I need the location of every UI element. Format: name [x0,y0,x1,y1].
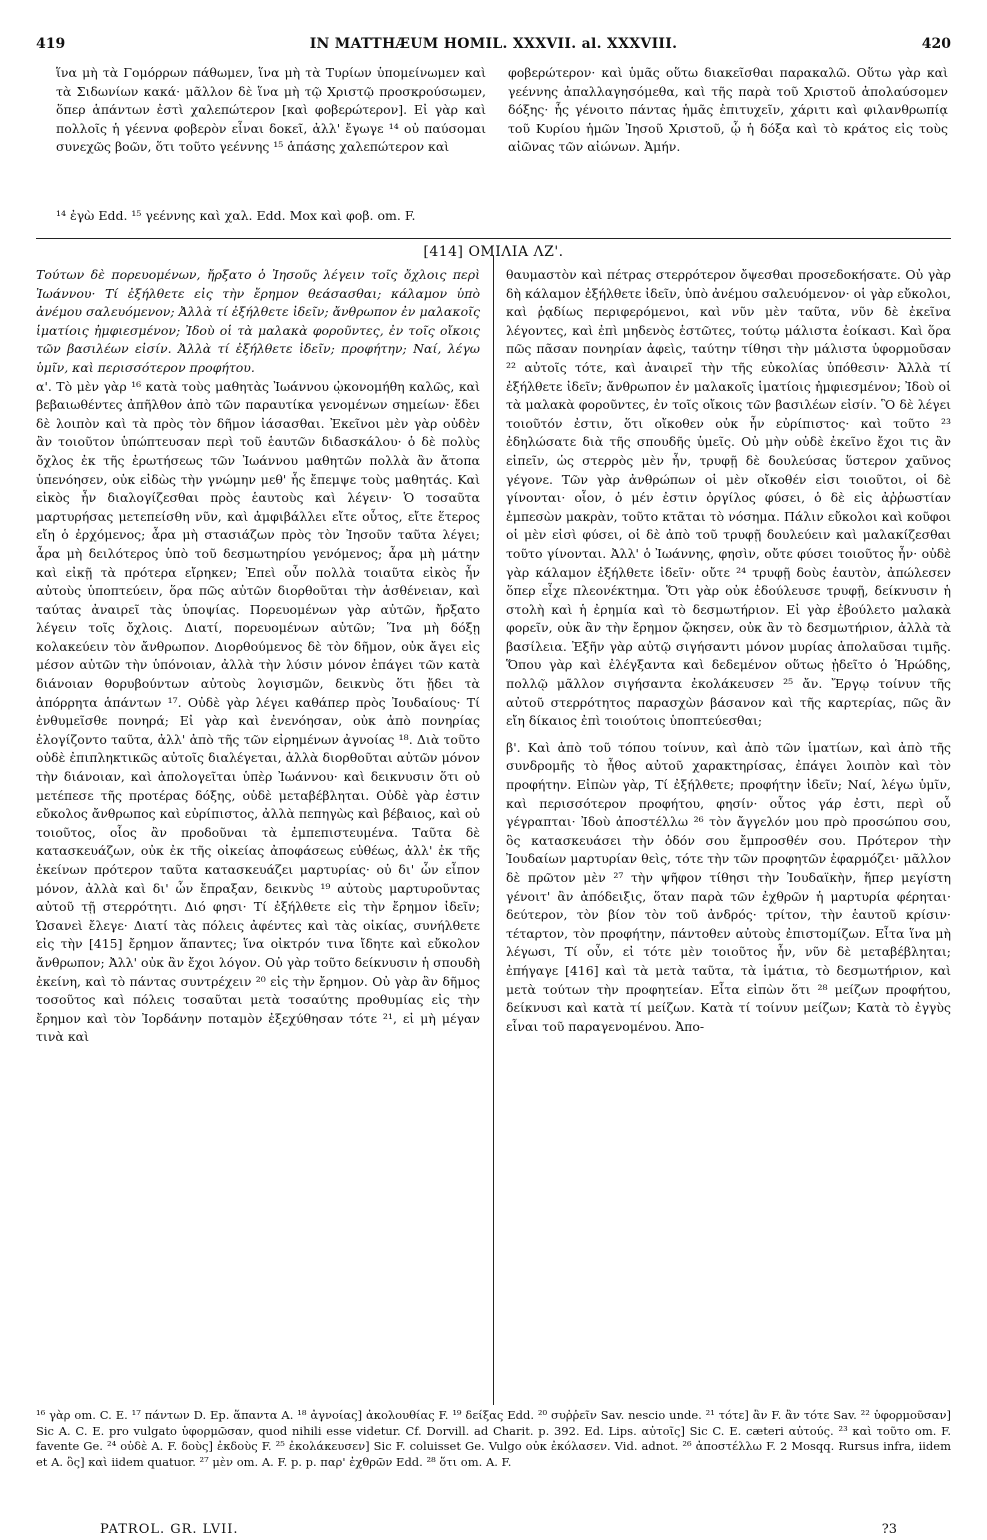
page-number-right: 420 [921,36,951,52]
sheet-number: ?3 [881,1522,897,1537]
column-rule [493,255,494,1405]
running-title: IN MATTHÆUM HOMIL. XXXVII. al. XXXVIII. [309,36,678,52]
top-footnote: ¹⁴ ἐγὼ Edd. ¹⁵ γεέννης καὶ χαλ. Edd. Mox καὶ φοβ. om. F. [56,208,416,223]
top-left-text: ἵνα μὴ τὰ Γομόρρων πάθωμεν, ἵνα μὴ τὰ Τυρίων ὑπομείνωμεν καὶ τὰ Σιδωνίων κακά· μᾶλλον δὲ ἵνα μὴ τῷ Χριστῷ προσκρούσωμεν, ὅπερ ἁπάντων ἐστὶ χαλεπώτερον [καὶ φοβερώτερον]. Εἰ γὰρ καὶ πολλοῖς ἡ γέεννα φοβερὸν εἶναι δοκεῖ, ἀλλ' ἔγωγε ¹⁴ οὐ παύσομαι συνεχῶς βοῶν, ὅτι τοῦτο γεέννης ¹⁵ ἁπάσης χαλεπώτερον καὶ [56,65,486,155]
section-divider [36,238,951,239]
homily-title: [414] ΟΜΙΛΙΑ ΛΖ'. [423,244,564,260]
left-column-body: α'. Τὸ μὲν γὰρ ¹⁶ κατὰ τοὺς μαθητὰς Ἰωάννου ᾠκονομήθη καλῶς, καὶ βεβαιωθέντες ἀπῆλθον ἀπὸ τῶν παραυτίκα γενομένων σημείων· ἔδει δὲ λοιπὸν καὶ τὰ πρὸς τὸν δῆμον ἰάσασθαι. Ἐκεῖνοι μὲν γὰρ οὐδὲν ἂν τοιοῦτον ὑπώπτευσαν περὶ τοῦ ἑαυτῶν διδασκάλου· ὁ δὲ πολὺς ὄχλος ἐκ τῆς ἐρωτήσεως τῶν Ἰωάννου μαθητῶν πολλὰ ἂν ἄτοπα ὑπενόησεν, οὐκ εἰδὼς τὴν γνώμην μεθ' ἧς ἔπεμψε τοὺς μαθητάς. Καὶ εἰκὸς ἦν διαλογίζεσθαι πρὸς ἑαυτοὺς καὶ λέγειν· Ὁ τοσαῦτα μαρτυρήσας μετεπείσθη νῦν, καὶ ἀμφιβάλλει εἴτε οὗτος, εἴτε ἕτερος εἴη ὁ ἐρχόμενος; ἆρα μὴ στασιάζων πρὸς τὸν Ἰησοῦν ταῦτα λέγει; ἆρα μὴ δειλότερος ὑπὸ τοῦ δεσμωτηρίου γενόμενος; ἆρα μὴ μάτην καὶ εἰκῇ τὰ πρότερα εἴρηκεν; Ἐπεὶ οὖν πολλὰ τοιαῦτα εἰκὸς ἦν αὐτοὺς ὑποπτεύειν, ὅρα πῶς αὐτῶν διορθοῦται τὴν ἀσθένειαν, καὶ ταύτας ἀναιρεῖ τὰς ὑποψίας. Πορευομένων γὰρ αὐτῶν, ἤρξατο λέγειν τοῖς ὄχλοις. Διατί, πορευομένων αὐτῶν; Ἵνα μὴ δόξῃ κολακεύειν τὸν ἄνθρωπον. Διορθούμενος δὲ τὸν δῆμον, οὐκ ἄγει εἰς μέσον αὐτῶν τὴν ὑπόνοιαν, ἀλλὰ τὴν λύσιν μόνον ἐπάγει τῶν κατὰ διάνοιαν θορυβούντων αὐτοὺς λογισμῶν, δεικνὺς ὅτι ᾔδει τὰ ἀπόρρητα ἁπάντων ¹⁷. Οὐδὲ γὰρ λέγει καθάπερ πρὸς Ἰουδαίους· Τί ἐνθυμεῖσθε πονηρά; Εἰ γὰρ καὶ ἐνενόησαν, οὐκ ἀπὸ πονηρίας ἐλογίζοντο ταῦτα, ἀλλ' ἀπὸ τῆς τῶν εἰρημένων ἀγνοίας ¹⁸. Διὰ τοῦτο οὐδὲ ἐπιπληκτικῶς αὐτοῖς διαλέγεται, ἀλλὰ διορθοῦται αὐτῶν μόνον τὴν διάνοιαν, καὶ ἀπολογεῖται ὑπὲρ Ἰωάννου· καὶ δεικνυσιν ὅτι οὐ μετέπεσε τῆς προτέρας δόξης, οὐδὲ μεταβέβληται. Οὐδὲ γὰρ ἐστιν εὔκολος ἄνθρωπος καὶ εὐρίπιστος, ἀλλὰ πεπηγὼς καὶ βέβαιος, καὶ οὐ τοιοῦτος, οἷος ἂν προδοῦναι τὰ ἐμπεπιστευμένα. Ταῦτα δὲ κατασκευάζων, οὐκ ἐκ τῆς οἰκείας ἀποφάσεως εὐθέως, ἀλλ' ἐκ τῆς ἐκείνων πρότερον ταῦτα κατασκευάζει μαρτυρίας· οὐ δι' ὧν εἶπον μόνον, ἀλλὰ καὶ δι' ὧν ἔπραξαν, δεικνὺς ¹⁹ αὐτοὺς μαρτυροῦντας αὐτοῦ τῇ στερρότητι. Διό φησι· Τί ἐξήλθετε εἰς τὴν ἔρημον ἰδεῖν; Ὡσανεὶ ἔλεγε· Διατί τὰς πόλεις ἀφέντες καὶ τὰς οἰκίας, συνήλθετε εἰς τὴν [415] ἔρημον ἅπαντες; ἵνα οἰκτρόν τινα ἴδητε καὶ εὔκολον ἄνθρωπον; Ἀλλ' οὐκ ἂν ἔχοι λόγον. Οὐ γὰρ τοῦτο δείκνυσιν ἡ σπουδὴ ἐκείνη, καὶ τὸ πάντας συντρέχειν ²⁰ εἰς τὴν ἔρημον. Οὐ γὰρ ἂν δῆμος τοσοῦτος καὶ πόλεις τοσαῦται μετὰ τοσαύτης προθυμίας εἰς τὴν ἔρημον καὶ τὸν Ἰορδάνην ποταμὸν ἐξεχύθησαν τότε ²¹, εἰ μὴ μέγαν τινὰ καὶ [36,378,480,1045]
left-column [36,266,480,1402]
printer-signature: PATROL. GR. LVII. [100,1522,239,1537]
footnotes: ¹⁶ γὰρ om. C. E. ¹⁷ πάντων D. Ep. ἅπαντα A. ¹⁸ ἀγνοίας] ἀκολουθίας F. ¹⁹ δείξας Edd. ²⁰ συῤῥεῖν Sav. nescio unde. ²¹ τότε] ἂν F. ἂν τότε Sav. ²² ὑφορμοῦσαν] Sic A. C. E. pro vulgato ὑφορμῶσαν, quod nihili esse videtur. Cf. Dorvill. ad Charit. p. 392. Ed. Lips. αὐτοῖς] Sic C. E. cæteri αὐτούς. ²³ καὶ τοῦτο om. F. favente Ge. ²⁴ οὐδὲ A. F. δοὺς] ἐκδοὺς F. ²⁵ ἐκολάκευσεν] Sic F. coluisset Ge. Vulgo οὐκ ἐκόλασεν. Vid. adnot. ²⁶ ἀποστέλλω F. 2 Mosqq. Rursus infra, iidem et A. ὃς] καὶ iidem quatuor. ²⁷ μὲν om. A. F. p. p. παρ' ἐχθρῶν Edd. ²⁸ ὅτι om. A. F. [36,1408,951,1469]
scripture-lemma: Τούτων δὲ πορευομένων, ἤρξατο ὁ Ἰησοῦς λέγειν τοῖς ὄχλοις περὶ Ἰωάννου· Τί ἐξήλθετε εἰς τὴν ἔρημον θεάσασθαι; κάλαμον ὑπὸ ἀνέμου σαλευόμενον; Ἀλλὰ τί ἐξήλθετε ἰδεῖν; ἄνθρωπον ἐν μαλακοῖς ἱματίοις ἠμφιεσμένον; Ἰδοὺ οἱ τὰ μαλακὰ φοροῦντες, ἐν τοῖς οἴκοις τῶν βασιλέων εἰσίν. Ἀλλὰ τί ἐξήλθετε ἰδεῖν; προφήτην; Ναί, λέγω ὑμῖν, καὶ περισσότερον προφήτου. [36,267,480,375]
top-right-text: φοβερώτερον· καὶ ὑμᾶς οὕτω διακεῖσθαι παρακαλῶ. Οὕτω γὰρ καὶ γεέννης ἀπαλλαγησόμεθα, καὶ τῆς παρὰ τοῦ Χριστοῦ ἀπολαύσομεν δόξης· ἧς γένοιτο πάντας ἡμᾶς ἐπιτυχεῖν, χάριτι καὶ φιλανθρωπίᾳ τοῦ Κυρίου ἡμῶν Ἰησοῦ Χριστοῦ, ᾧ ἡ δόξα καὶ τὸ κράτος εἰς τοὺς αἰῶνας τῶν αἰώνων. Ἀμήν. [508,65,948,155]
page-footer [100,1522,927,1538]
running-header [36,36,951,56]
right-column-body-1: θαυμαστὸν καὶ πέτρας στερρότερον ὄψεσθαι προσεδοκήσατε. Οὐ γὰρ δὴ κάλαμον ἐξήλθετε ἰδεῖν, ὑπὸ ἀνέμου σαλευόμενον· οἱ γὰρ εὔκολοι, καὶ ῥᾳδίως περιφερόμενοι, καὶ νῦν μὲν ταῦτα, νῦν δὲ ἐκεῖνα λέγοντες, καὶ ἐπὶ μηδενὸς ἑστῶτες, τούτῳ μάλιστα ἐοίκασι. Καὶ ὅρα πῶς πᾶσαν πονηρίαν ἀφεὶς, ταύτην τίθησι τὴν μάλιστα ὑφορμοῦσαν ²² αὐτοῖς τότε, καὶ ἀναιρεῖ τὴν τῆς εὐκολίας ὑπόθεσιν· Ἀλλὰ τί ἐξήλθετε ἰδεῖν; ἄνθρωπον ἐν μαλακοῖς ἱματίοις ἠμφιεσμένον; Ἰδοὺ οἱ τὰ μαλακὰ φοροῦντες, ἐν τοῖς οἴκοις τῶν βασιλέων εἰσίν. Ὃ δὲ λέγει τοιοῦτόν ἐστιν, ὅτι οἴκοθεν οὐκ ἦν εὐρίπιστος· καὶ τοῦτο ²³ ἐδηλώσατε διὰ τῆς σπουδῆς ὑμεῖς. Οὐ μὴν οὐδὲ ἐκεῖνο ἔχοι τις ἂν εἰπεῖν, ὡς στερρὸς μὲν ἦν, τρυφῇ δὲ δουλεύσας ὕστερον χαῦνος γέγονε. Τῶν γὰρ ἀνθρώπων οἱ μὲν οἴκοθέν εἰσι τοιοῦτοι, οἱ δὲ γίνονται· οἷον, ὁ μέν ἐστιν ὀργίλος φύσει, ὁ δὲ εἰς ἀῤῥωστίαν ἐμπεσὼν μακρὰν, τοῦτο κτᾶται τὸ νόσημα. Πάλιν εὔκολοι καὶ κοῦφοι οἱ μὲν εἰσὶ φύσει, οἱ δὲ ἀπὸ τοῦ τρυφῇ δουλεύειν καὶ μαλακίζεσθαι τοῦτο γίνονται. Ἀλλ' ὁ Ἰωάννης, φησὶν, οὔτε φύσει τοιοῦτος ἦν· οὐδὲ γὰρ κάλαμον ἐξήλθετε ἰδεῖν· οὔτε ²⁴ τρυφῇ δοὺς ἑαυτὸν, ἀπώλεσεν ὅπερ εἶχε πλεονέκτημα. Ὅτι γὰρ οὐκ ἐδούλευσε τρυφῇ, δείκνυσιν ἡ στολὴ καὶ ἡ ἐρημία καὶ τὸ δεσμωτήριον. Εἰ γὰρ ἐβούλετο μαλακὰ φορεῖν, οὐκ ἂν τὴν ἔρημον ᾤκησεν, οὐκ ἂν τὸ δεσμωτήριον, ἀλλὰ τὰ βασίλεια. Ἐξῆν γὰρ αὐτῷ σιγήσαντι μόνον μυρίας ἀπολαῦσαι τιμῆς. Ὅπου γὰρ καὶ ἐλέγξαντα καὶ δεδεμένον οὕτως ᾐδεῖτο ὁ Ἡρώδης, πολλῷ μᾶλλον σιγήσαντα ἐκολάκευσεν ²⁵ ἄν. Ἔργῳ τοίνυν τῆς αὐτοῦ στερρότητος παρασχὼν βάσανον καὶ τῆς καρτερίας, πῶς ἂν εἴη δίκαιος ἐπὶ τοιούτοις ὑποπτεύεσθαι; [506,267,951,729]
page-number-left: 419 [36,36,66,52]
top-right-column [508,64,948,196]
right-column [506,266,951,1402]
top-left-column [56,64,486,196]
right-column-body-2: β'. Καὶ ἀπὸ τοῦ τόπου τοίνυν, καὶ ἀπὸ τῶν ἱματίων, καὶ ἀπὸ τῆς συνδρομῆς τὸ ἦθος αὐτοῦ χαρακτηρίσας, ἐπάγει λοιπὸν καὶ τὸν προφήτην. Εἰπὼν γὰρ, Τί ἐξήλθετε; προφήτην ἰδεῖν; Ναί, λέγω ὑμῖν, καὶ περισσότερον προφήτου, φησίν· οὗτος γάρ ἐστι, περὶ οὗ γέγραπται· Ἰδοὺ ἀποστέλλω ²⁶ τὸν ἄγγελόν μου πρὸ προσώπου σου, ὃς κατασκευάσει τὴν ὁδόν σου ἔμπροσθέν σου. Πρότερον τὴν Ἰουδαίων μαρτυρίαν θεὶς, τότε τὴν τῶν προφητῶν ἐφαρμόζει· μᾶλλον δὲ πρῶτον μὲν ²⁷ τὴν ψῆφον τίθησι τὴν Ἰουδαϊκὴν, ἥπερ μεγίστη γένοιτ' ἂν ἀπόδειξις, ὅταν παρὰ τῶν ἐχθρῶν ἡ μαρτυρία φέρηται· δεύτερον, τὸν βίον τὸν τοῦ ἀνδρός· τρίτον, τὴν ἑαυτοῦ κρίσιν· τέταρτον, τὸν προφήτην, πάντοθεν αὐτοὺς ἐπιστομίζων. Εἶτα ἵνα μὴ λέγωσι, Τί οὖν, εἰ τότε μὲν τοιοῦτος ἦν, νῦν δὲ μεταβέβληται; ἐπήγαγε [416] καὶ τὰ μετὰ ταῦτα, τὰ ἱμάτια, τὸ δεσμωτήριον, καὶ μετὰ τούτων τὴν προφητείαν. Εἶτα εἰπὼν ὅτι ²⁸ μείζων προφήτου, δείκνυσι καὶ κατὰ τί μείζων. Κατὰ τί τοίνυν μείζων; Κατὰ τὸ ἐγγὺς εἶναι τοῦ παραγενομένου. Ἀπο- [506,739,951,1034]
